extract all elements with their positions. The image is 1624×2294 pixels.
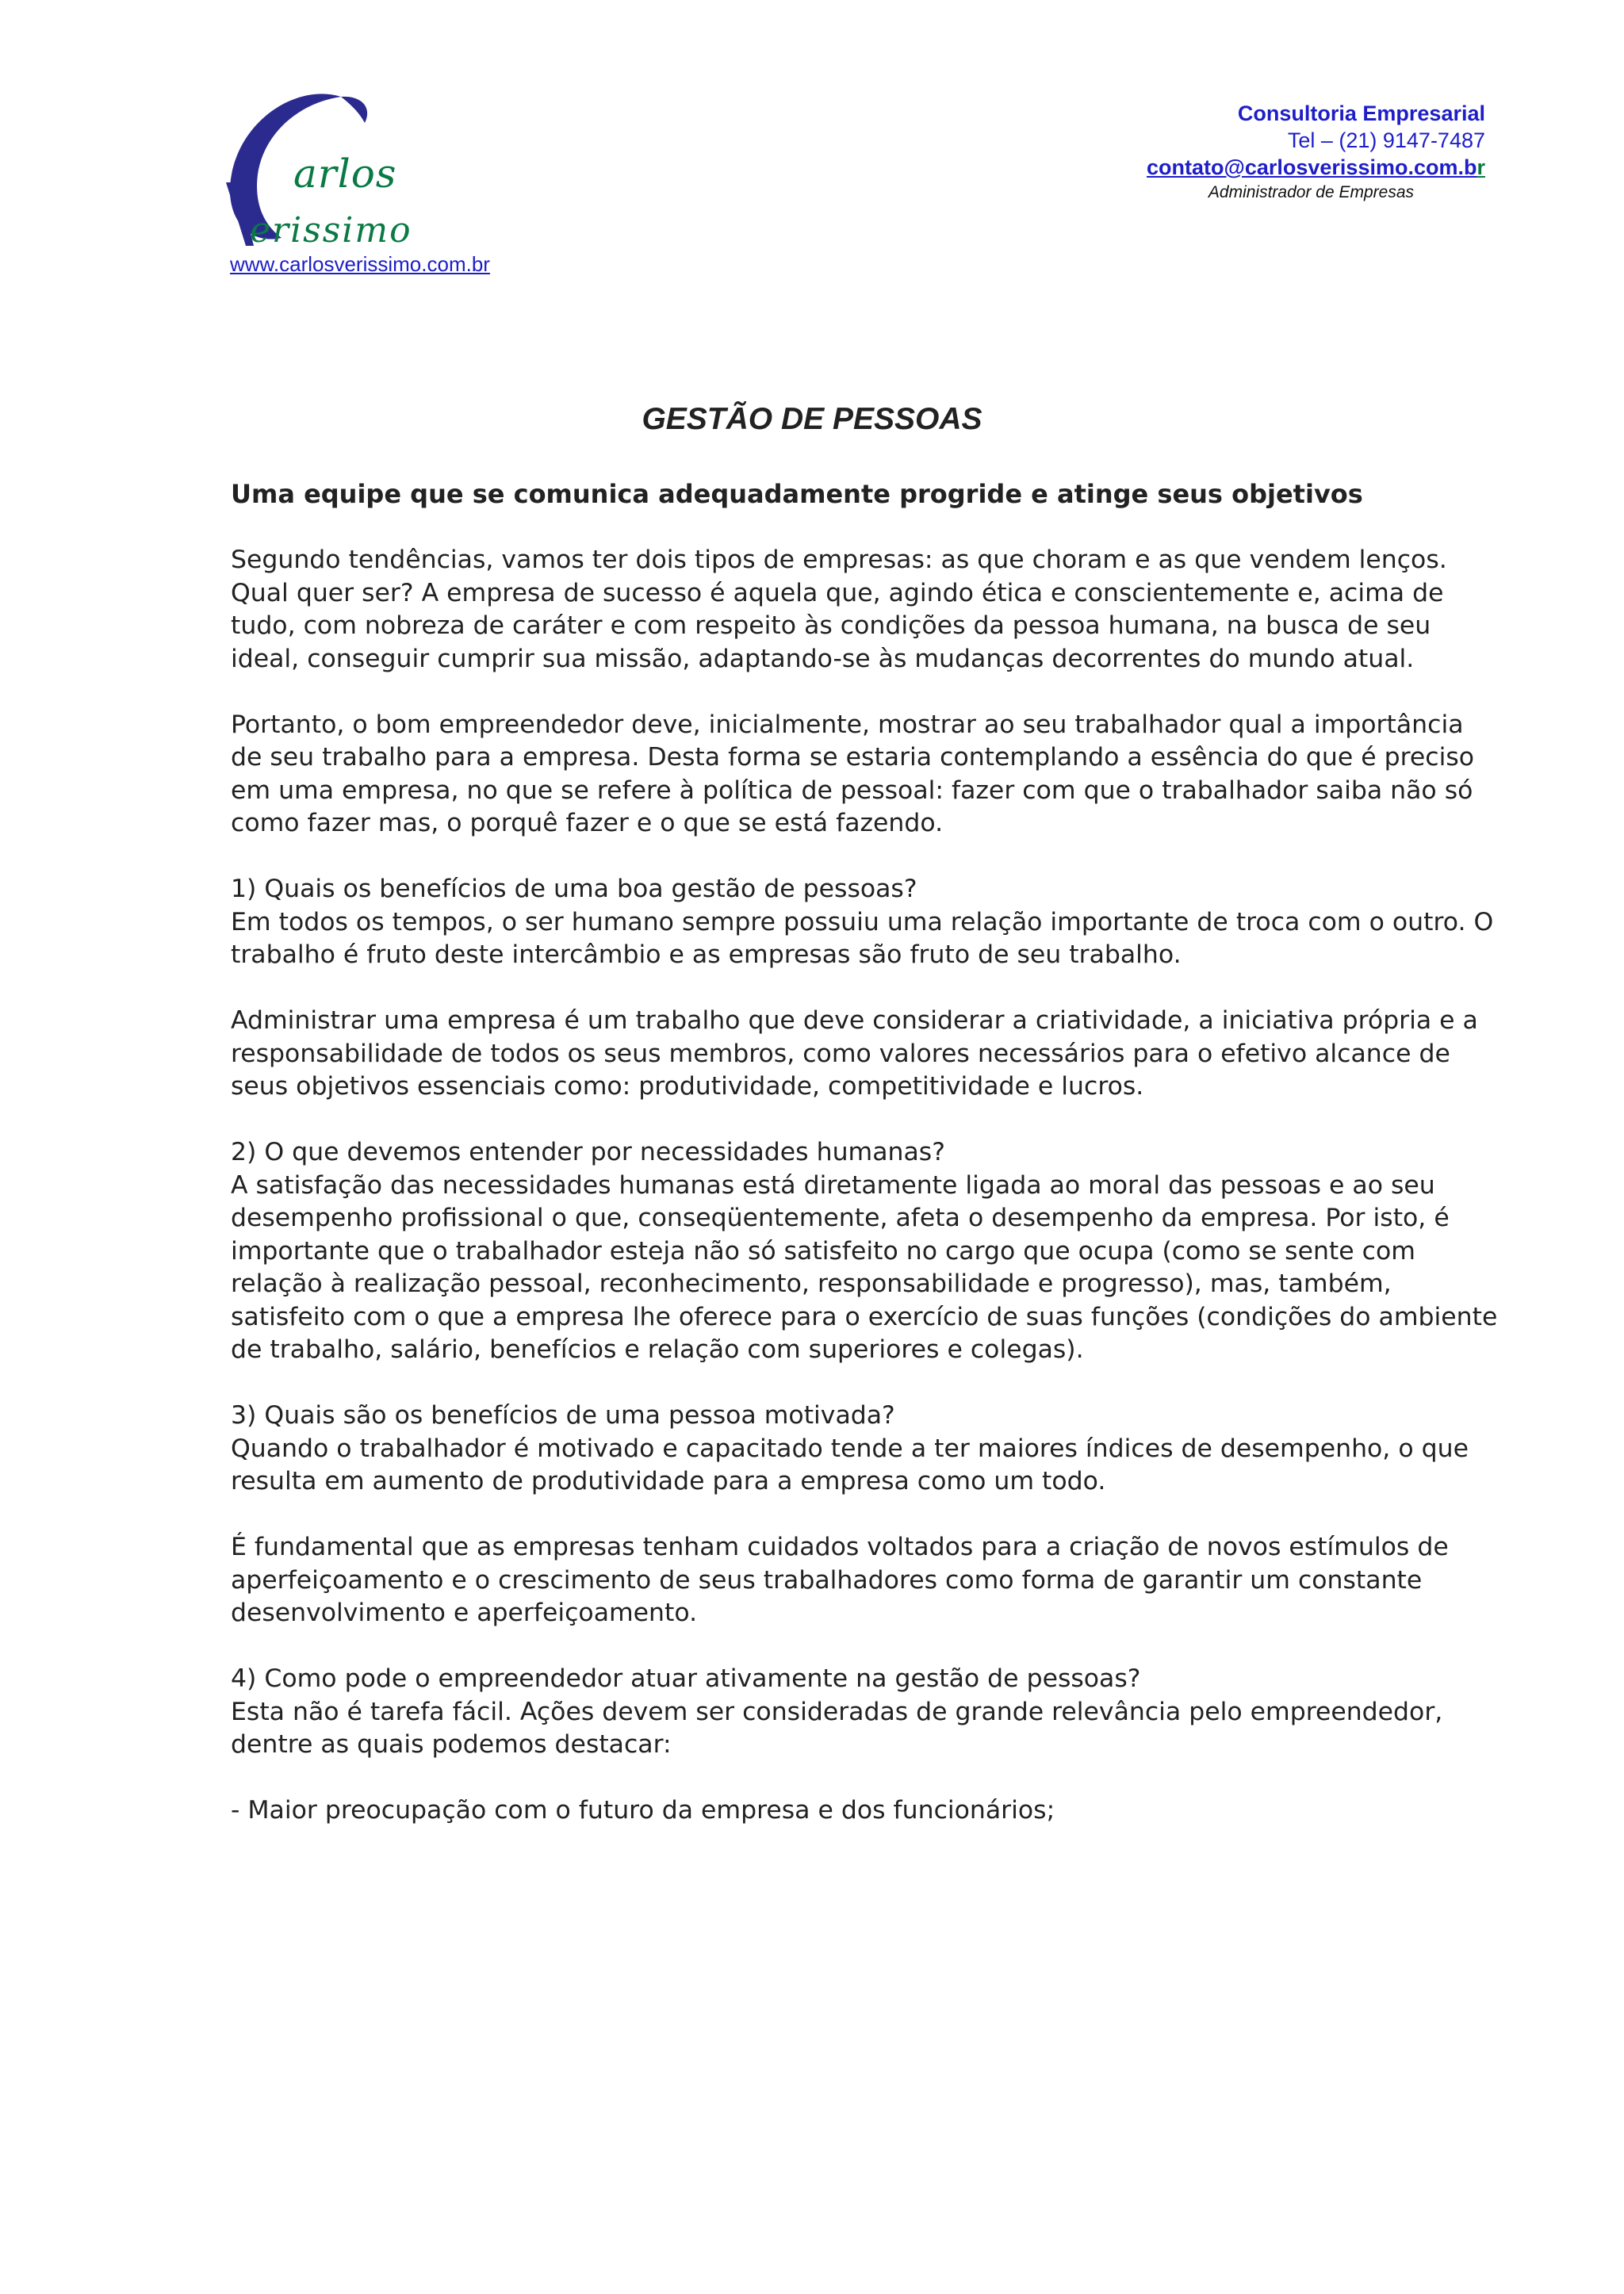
paragraph: É fundamental que as empresas tenham cuidados voltados para a criação de novos estímulos de aperfeiçoamento e o crescimento de seus trabalhadores como forma de garantir um constante desenvolvimento e aperfeiçoamento. — [231, 1533, 1449, 1627]
logo-word-carlos: arlos — [293, 151, 397, 197]
document-title: GESTÃO DE PESSOAS — [642, 402, 982, 436]
paragraph: 4) Como pode o empreendedor atuar ativamente na gestão de pessoas? Esta não é tarefa fácil. Ações devem ser consideradas de grande relevância pelo empreendedor, dentre as quais podemos destacar: — [231, 1664, 1443, 1759]
paragraph: 3) Quais são os benefícios de uma pessoa motivada? Quando o trabalhador é motivado e capacitado tende a ter maiores índices de desempenho, o que resulta em aumento de produtividade para a empresa como um todo. — [231, 1401, 1469, 1496]
contact-role: Administrador de Empresas — [1208, 183, 1414, 201]
contact-email-tail: r — [1477, 155, 1485, 179]
paragraph: 1) Quais os benefícios de uma boa gestão de pessoas? Em todos os tempos, o ser humano sempre possuiu uma relação importante de troca com o outro. O trabalho é fruto deste intercâmbio e as empresas são fruto de seu trabalho. — [231, 875, 1494, 969]
contact-email-main: contato@carlosverissimo.com.b — [1147, 155, 1477, 179]
contact-phone: Tel – (21) 9147-7487 — [1287, 128, 1485, 152]
contact-block — [1147, 100, 1485, 205]
paragraph: Portanto, o bom empreendedor deve, inicialmente, mostrar ao seu trabalhador qual a importância de seu trabalho para a empresa. Desta forma se estaria contemplando a essência do que é preciso em uma empresa, no que se refere à política de pessoal: fazer com que o trabalhador saiba não só como fazer mas, o porquê fazer e o que se está fazendo. — [231, 710, 1475, 837]
contact-email-link[interactable] — [1147, 154, 1485, 181]
paragraph: 2) O que devemos entender por necessidades humanas? A satisfação das necessidades humanas está diretamente ligada ao moral das pessoas e ao seu desempenho profissional o que, conseqüentemente, afeta o desempenho da empresa. Por isto, é importante que o trabalhador esteja não só satisfeito no cargo que ocupa (como se sente com relação à realização pessoal, reconhecimento, responsabilidade e progresso), mas, também, satisfeito com o que a empresa lhe oferece para o exercício de suas funções (condições do ambiente de trabalho, salário, benefícios e relação com superiores e colegas). — [231, 1138, 1498, 1364]
contact-title: Consultoria Empresarial — [1237, 101, 1485, 125]
paragraph: Segundo tendências, vamos ter dois tipos de empresas: as que choram e as que vendem lenços. Qual quer ser? A empresa de sucesso é aquela que, agindo ética e conscientemente e, acima de tudo, com nobreza de caráter e com respeito às condições da pessoa humana, na busca de seu ideal, conseguir cumprir sua missão, adaptando-se às mudanças decorrentes do mundo atual. — [231, 546, 1447, 673]
document-body — [231, 478, 1500, 1860]
logo-c-tail — [341, 97, 367, 123]
list-item: - Maior preocupação com o futuro da empresa e dos funcionários; — [231, 1796, 1055, 1825]
document-subtitle: Uma equipe que se comunica adequadamente progride e atinge seus objetivos — [231, 479, 1363, 509]
logo-word-verissimo: erissimo — [250, 210, 412, 251]
paragraph: Administrar uma empresa é um trabalho que deve considerar a criatividade, a iniciativa própria e a responsabilidade de todos os seus membros, como valores necessários para o efetivo alcance de seus objetivos essenciais como: produtividade, competitividade e lucros. — [231, 1006, 1478, 1101]
website-link[interactable]: www.carlosverissimo.com.br — [230, 252, 490, 276]
